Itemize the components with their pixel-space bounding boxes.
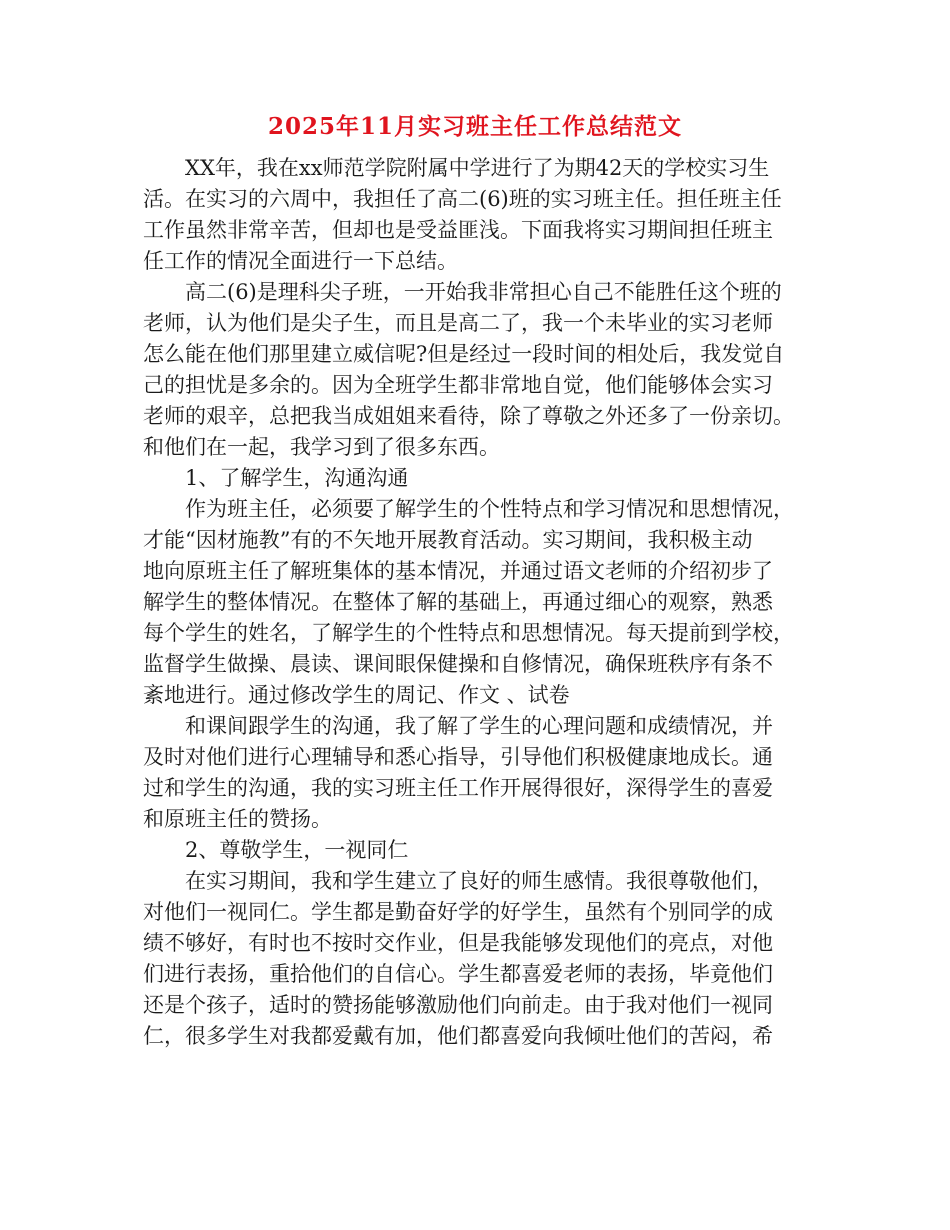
text-line: 和课间跟学生的沟通，我了解了学生的心理问题和成绩情况，并: [185, 714, 773, 738]
text-line: XX年，我在xx师范学院附属中学进行了为期42天的学校实习生: [185, 156, 770, 180]
document-title: 2025年11月实习班主任工作总结范文: [267, 113, 683, 140]
text-line: 和原班主任的赞扬。: [143, 807, 332, 831]
text-line: 解学生的整体情况。在整体了解的基础上，再通过细心的观察，熟悉: [143, 590, 773, 614]
text-line: 对他们一视同仁。学生都是勤奋好学的好学生，虽然有个别同学的成: [143, 900, 773, 924]
text-line: 才能“因材施教”有的不矢地开展教育活动。实习期间，我积极主动: [143, 528, 753, 552]
text-line: 每个学生的姓名，了解学生的个性特点和思想情况。每天提前到学校，: [143, 621, 794, 645]
text-line: 2、尊敬学生，一视同仁: [185, 838, 409, 862]
text-line: 还是个孩子，适时的赞扬能够激励他们向前走。由于我对他们一视同: [143, 993, 773, 1017]
text-line: 紊地进行。通过修改学生的周记、作文 、试卷: [143, 683, 570, 707]
text-line: 老师的艰辛，总把我当成姐姐来看待，除了尊敬之外还多了一份亲切。: [143, 404, 794, 428]
text-line: 地向原班主任了解班集体的基本情况，并通过语文老师的介绍初步了: [143, 559, 773, 583]
text-line: 己的担忧是多余的。因为全班学生都非常地自觉，他们能够体会实习: [143, 373, 773, 397]
text-line: 绩不够好，有时也不按时交作业，但是我能够发现他们的亮点，对他: [143, 931, 773, 955]
text-line: 工作虽然非常辛苦，但却也是受益匪浅。下面我将实习期间担任班主: [143, 218, 773, 242]
text-line: 怎么能在他们那里建立威信呢?但是经过一段时间的相处后，我发觉自: [143, 342, 785, 366]
text-line: 高二(6)是理科尖子班，一开始我非常担心自己不能胜任这个班的: [185, 280, 782, 304]
text-line: 作为班主任，必须要了解学生的个性特点和学习情况和思想情况，: [185, 497, 794, 521]
text-line: 仁，很多学生对我都爱戴有加，他们都喜爱向我倾吐他们的苦闷，希: [143, 1024, 773, 1048]
text-line: 老师，认为他们是尖子生，而且是高二了，我一个未毕业的实习老师: [143, 311, 773, 335]
text-line: 们进行表扬，重拾他们的自信心。学生都喜爱老师的表扬，毕竟他们: [143, 962, 773, 986]
text-line: 和他们在一起，我学习到了很多东西。: [143, 435, 500, 459]
document-body: [143, 153, 813, 1052]
text-line: 监督学生做操、晨读、课间眼保健操和自修情况，确保班秩序有条不: [143, 652, 773, 676]
text-line: 在实习期间，我和学生建立了良好的师生感情。我很尊敬他们，: [185, 869, 773, 893]
text-line: 活。在实习的六周中，我担任了高二(6)班的实习班主任。担任班主任: [143, 187, 782, 211]
text-line: 过和学生的沟通，我的实习班主任工作开展得很好，深得学生的喜爱: [143, 776, 773, 800]
text-line: 任工作的情况全面进行一下总结。: [143, 249, 458, 273]
text-line: 及时对他们进行心理辅导和悉心指导，引导他们积极健康地成长。通: [143, 745, 773, 769]
text-line: 1、了解学生，沟通沟通: [185, 466, 409, 490]
